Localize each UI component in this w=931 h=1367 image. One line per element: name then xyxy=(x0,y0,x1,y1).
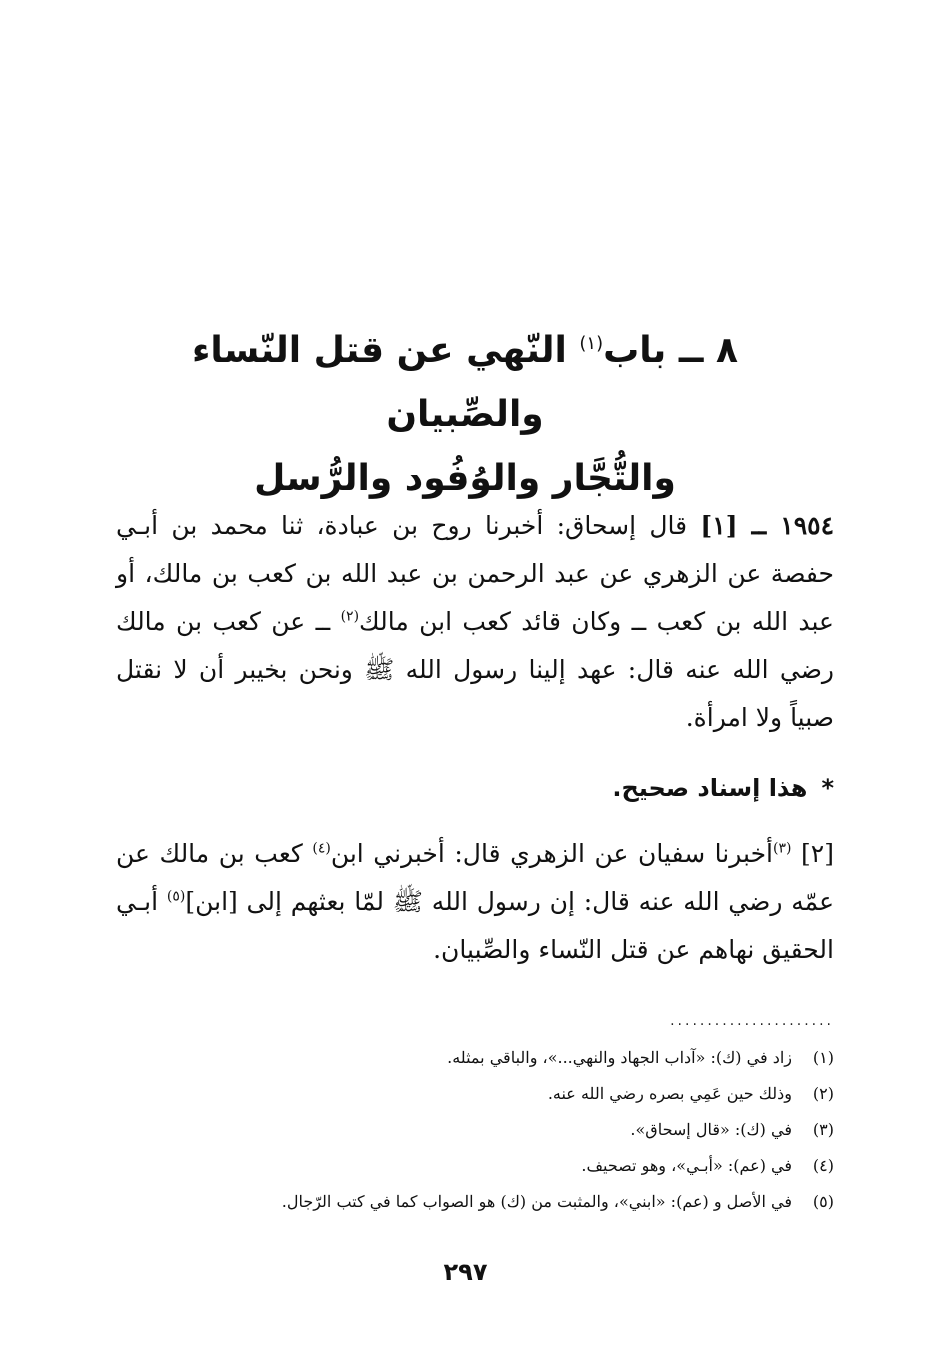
footnote-4 xyxy=(116,1148,834,1184)
footnote-ref-4[interactable]: (٤) xyxy=(312,840,331,857)
hadith-2-text-part-2: كعب بن مالك عن عمّه رضي الله عنه قال: إن رسول الله ﷺ لمّا بعثهم إلى [ابن] xyxy=(116,839,835,916)
chapter-title xyxy=(110,312,820,511)
footnote-ref-3[interactable]: (٣) xyxy=(773,840,792,857)
grading-text: هذا إسناد صحيح. xyxy=(612,774,808,802)
footnote-ref-2[interactable]: (٢) xyxy=(340,608,360,625)
hadith-1-text-part-1: قال إسحاق: أخبرنا روح بن عبادة، ثنا محمد بن أبـي حفصة عن الزهري عن عبد الرحمن بن عبد الله بن كعب بن مالك، أو عبد الله بن كعب ــ وكان قائد كعب ابن مالك xyxy=(116,511,834,636)
footnote-text: في الأصل و (عم): «ابني»، والمثبت من (ك) هو الصواب كما في كتب الرّجال. xyxy=(281,1192,792,1211)
footnote-2 xyxy=(116,1076,834,1112)
footnote-text: زاد في (ك): «آداب الجهاد والنهي...»، والباقي بمثله. xyxy=(447,1048,792,1067)
footnote-5 xyxy=(116,1184,834,1220)
hadith-2-paragraph xyxy=(116,830,834,974)
footnote-3 xyxy=(116,1112,834,1148)
footnote-text: وذلك حين عَمِي بصره رضي الله عنه. xyxy=(547,1084,792,1103)
footnote-number: (٢) xyxy=(812,1084,834,1103)
hadith-2-text-part-3: أبـي الحقيق نهاهم عن قتل النّساء والصِّبيان. xyxy=(116,887,834,964)
chapter-title-line-1 xyxy=(110,312,820,447)
footnote-number: (٤) xyxy=(812,1156,834,1175)
hadith-2-text-part-1: أخبرنا سفيان عن الزهري قال: أخبرني ابن xyxy=(330,839,773,868)
footnotes xyxy=(116,1040,834,1220)
chapter-title-line-2: والتُّجَّار والوُفُود والرُّسل xyxy=(254,458,676,499)
star-icon: * xyxy=(821,774,834,802)
isnad-grading xyxy=(116,768,834,808)
chapter-title-rest: النّهي عن قتل النّساء والصِّبيان xyxy=(192,330,580,435)
chapter-title-start: ٨ ــ باب xyxy=(603,330,738,371)
footnote-text: في (ك): «قال إسحاق». xyxy=(630,1120,792,1139)
hadith-2-number: [٢] xyxy=(801,839,834,868)
footnote-ref-1[interactable]: (١) xyxy=(579,333,604,354)
hadith-1-paragraph xyxy=(116,502,834,742)
footnote-ref-5[interactable]: (٥) xyxy=(166,888,186,905)
footnote-number: (١) xyxy=(812,1048,834,1067)
footnote-number: (٣) xyxy=(812,1120,834,1139)
footnote-number: (٥) xyxy=(812,1192,834,1211)
hadith-1-text-part-2: ــ عن كعب بن مالك رضي الله عنه قال: عهد إلينا رسول الله ﷺ ونحن بخيبر أن لا نقتل صبياً ولا امرأة. xyxy=(116,607,834,732)
page-number: ٢٩٧ xyxy=(443,1258,488,1286)
footnote-text: في (عم): «أبـي»، وهو تصحيف. xyxy=(581,1156,792,1175)
footnote-separator: ...................... xyxy=(670,1014,834,1028)
footnote-1 xyxy=(116,1040,834,1076)
hadith-1-number: ١٩٥٤ ــ [١] xyxy=(700,511,834,540)
